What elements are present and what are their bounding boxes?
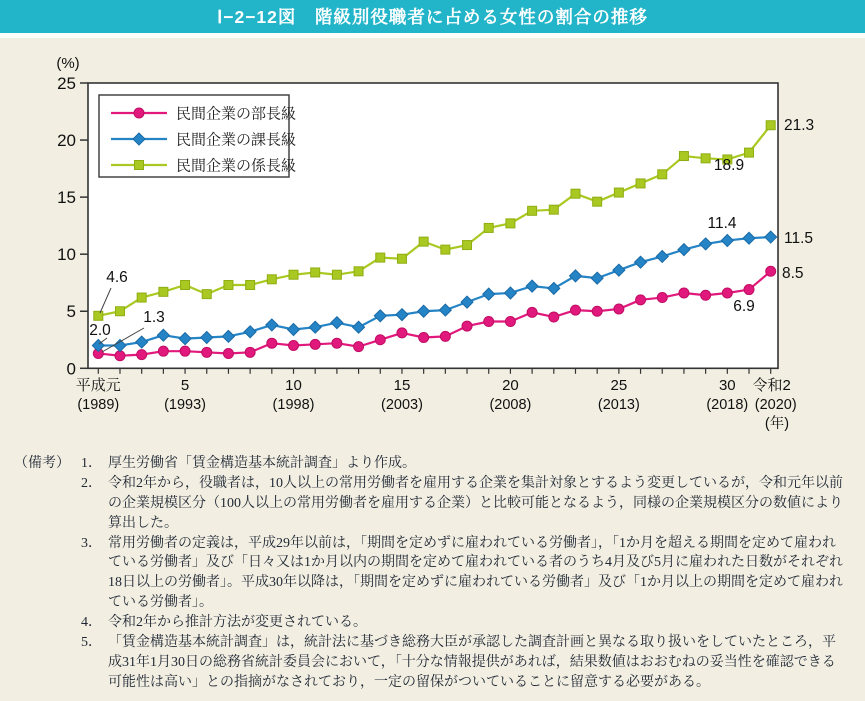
legend-label-1: 民間企業の課長級	[176, 131, 297, 149]
data-point-square	[267, 275, 276, 284]
note-number: 5．	[81, 634, 102, 650]
data-point-square	[593, 197, 602, 206]
y-tick-label: 10	[57, 245, 76, 265]
data-point-square	[115, 307, 124, 316]
note-text: 常用労働者の定義は，平成29年以前は，「期間を定めずに雇われている労働者」，「1か月を超える期間を定めて雇われている労働者」及び「日々又は1か月以内の期間を定めて雇われている者のうち4月及び5月に雇われた日数がそれぞれ18日以上の労働者」。平成30年以降は，「期間を定めずに雇われている労働者」及び「1か月以上の期間を定めて雇われている労働者」。	[108, 535, 843, 611]
data-point-square	[311, 268, 320, 277]
chart-area	[0, 38, 865, 448]
note-text: 令和2年から推計方法が変更されている。	[108, 615, 367, 630]
x-year-label: (2003)	[381, 397, 423, 413]
y-axis	[56, 55, 88, 378]
data-point-square	[701, 154, 710, 163]
data-point-square	[441, 245, 450, 254]
note-text: 「賃金構造基本統計調査」は，統計法に基づき総務大臣が承認した調査計画と異なる取り扱いをしていたところ，平成31年1月30日の総務省統計委員会において，「十分な情報提供があれば，結果数値はおおむねの妥当性を確認できる可能性は高い」との指摘がなされており，一定の留保がついていることに留意する必要がある。	[108, 634, 836, 690]
data-label-6.9: 6.9	[733, 298, 755, 315]
y-tick-label: 5	[66, 302, 76, 322]
data-point-square	[679, 152, 688, 161]
data-point-square	[289, 270, 298, 279]
note-item-5	[81, 633, 847, 693]
data-point-circle	[570, 305, 580, 315]
data-point-circle	[419, 332, 429, 342]
data-label-11.5: 11.5	[784, 230, 814, 247]
note-number: 4．	[81, 615, 102, 630]
legend-label-0: 民間企業の部長級	[176, 105, 297, 123]
data-point-square	[745, 148, 754, 157]
data-point-square	[224, 280, 233, 289]
data-point-square	[506, 219, 515, 228]
data-point-square	[528, 206, 537, 215]
data-label-2.0: 2.0	[89, 322, 111, 339]
data-point-circle	[722, 288, 732, 298]
data-point-square	[137, 293, 146, 302]
legend-label-2: 民間企業の係長級	[176, 157, 297, 175]
data-point-circle	[267, 338, 277, 348]
data-point-square	[332, 270, 341, 279]
data-label-11.4: 11.4	[707, 215, 737, 232]
x-era-label: 20	[502, 377, 519, 394]
data-point-circle	[223, 348, 233, 358]
x-year-label: (2013)	[597, 397, 640, 413]
note-text: 厚生労働省「賃金構造基本統計調査」より作成。	[108, 456, 416, 471]
y-tick-label: 20	[57, 131, 76, 151]
data-point-circle	[310, 339, 320, 349]
data-point-circle	[115, 351, 125, 361]
data-point-circle	[657, 293, 667, 303]
x-year-label: (1989)	[77, 397, 120, 413]
x-era-label: 15	[393, 377, 411, 394]
notes-block	[0, 448, 865, 693]
y-unit-label: (%)	[56, 55, 80, 72]
x-year-label: (2018)	[706, 397, 749, 413]
data-point-circle	[158, 346, 168, 356]
data-point-circle	[505, 317, 515, 327]
x-era-label: 25	[610, 377, 628, 394]
data-point-circle	[679, 288, 689, 298]
x-era-label: 令和2	[752, 377, 791, 394]
y-tick-label: 0	[66, 359, 76, 379]
x-year-label: (1998)	[272, 397, 315, 413]
x-unit-label: (年)	[764, 416, 790, 432]
data-point-circle	[527, 307, 537, 317]
figure-title: Ⅰ−2−12図 階級別役職者に占める女性の割合の推移	[217, 7, 648, 27]
data-point-square	[135, 161, 144, 170]
notes-items	[81, 454, 847, 693]
data-label-1.3: 1.3	[143, 309, 165, 326]
figure-title-bar	[0, 0, 865, 33]
data-point-circle	[134, 108, 144, 118]
note-text: 令和2年から，役職者は，10人以上の常用労働者を雇用する企業を集計対象とするよう変更しているが，令和元年以前の企業規模区分（100人以上の常用労働者を雇用する企業）と比較可能となるよう，同様の企業規模区分の数値により算出した。	[108, 475, 843, 531]
data-point-circle	[701, 290, 711, 300]
data-point-circle	[636, 295, 646, 305]
data-point-square	[354, 267, 363, 276]
data-point-square	[246, 280, 255, 289]
note-item-4	[81, 613, 847, 633]
data-point-square	[202, 290, 211, 299]
data-point-square	[766, 121, 775, 130]
data-point-circle	[484, 317, 494, 327]
data-point-square	[571, 189, 580, 198]
x-era-label: 30	[718, 377, 736, 394]
legend	[99, 95, 296, 177]
data-point-circle	[397, 328, 407, 338]
data-point-circle	[592, 306, 602, 316]
data-point-square	[376, 253, 385, 262]
data-point-square	[636, 179, 645, 188]
y-tick-label: 25	[57, 74, 76, 93]
x-year-label: (1993)	[164, 397, 207, 413]
x-era-label: 平成元	[75, 377, 121, 394]
data-point-circle	[549, 312, 559, 322]
x-year-label: (2008)	[489, 397, 532, 413]
notes-label: （備考）	[14, 456, 70, 471]
note-number: 3．	[81, 535, 102, 551]
data-point-circle	[744, 285, 754, 295]
data-point-circle	[440, 331, 450, 341]
data-point-square	[159, 287, 168, 296]
data-point-square	[397, 254, 406, 263]
data-point-circle	[202, 347, 212, 357]
data-point-circle	[289, 340, 299, 350]
data-point-circle	[332, 338, 342, 348]
data-point-square	[463, 241, 472, 250]
data-point-circle	[614, 304, 624, 314]
x-era-label: 10	[285, 377, 302, 394]
data-point-square	[181, 280, 190, 289]
x-era-label: 5	[180, 377, 190, 394]
data-label-8.5: 8.5	[782, 265, 804, 282]
data-point-circle	[180, 346, 190, 356]
data-point-circle	[245, 347, 255, 357]
data-point-circle	[462, 321, 472, 331]
data-point-circle	[137, 350, 147, 360]
data-point-square	[549, 205, 558, 214]
data-point-square	[484, 223, 493, 232]
note-item-3	[81, 534, 847, 614]
data-point-circle	[375, 335, 385, 345]
data-point-circle	[766, 266, 776, 276]
note-number: 2．	[81, 475, 102, 491]
data-point-square	[419, 237, 428, 246]
note-item-1	[81, 454, 847, 474]
data-point-square	[94, 311, 103, 320]
x-axis	[76, 368, 797, 432]
data-label-4.6: 4.6	[106, 269, 128, 286]
note-item-2	[81, 474, 847, 534]
y-tick-label: 15	[57, 188, 76, 208]
data-point-square	[614, 188, 623, 197]
data-label-18.9: 18.9	[713, 157, 745, 174]
line-chart	[0, 38, 865, 448]
data-point-circle	[354, 342, 364, 352]
data-label-21.3: 21.3	[784, 117, 815, 134]
data-point-square	[658, 170, 667, 179]
x-year-label: (2020)	[754, 397, 797, 413]
note-number: 1．	[81, 456, 102, 471]
